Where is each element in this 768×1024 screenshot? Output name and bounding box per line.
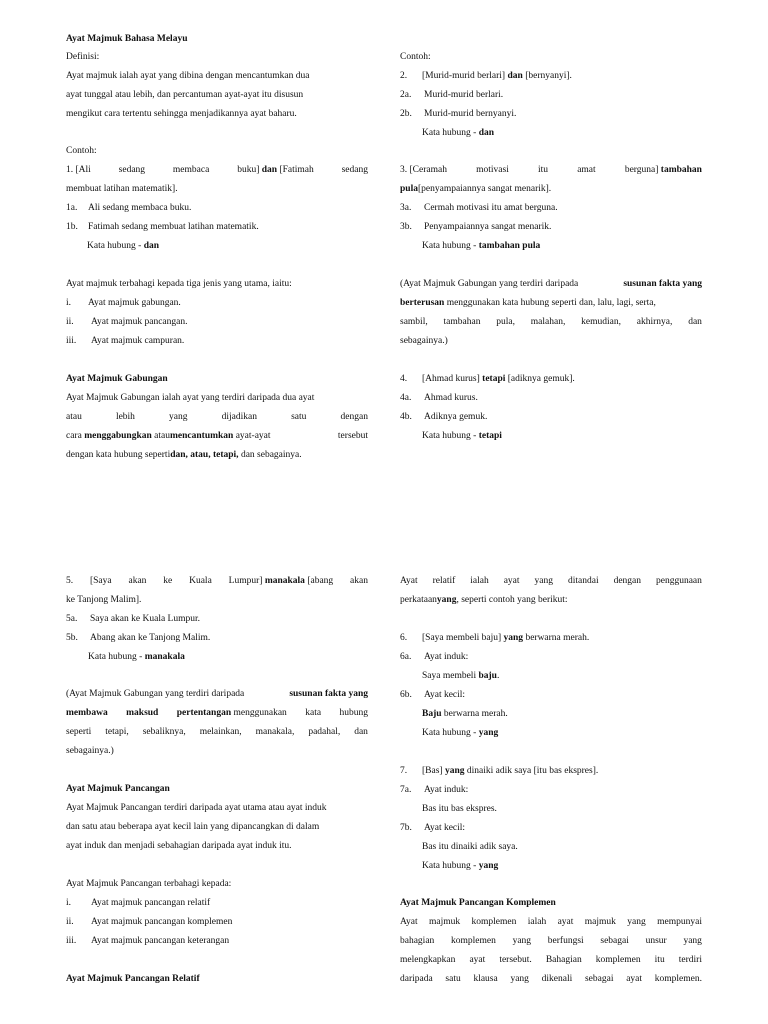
example-line: ke Tanjong Malim]. (66, 595, 142, 605)
example-line: 2. [Murid-murid berlari] dan [bernyanyi]. (400, 71, 572, 81)
paragraph-line: dan satu atau beberapa ayat kecil lain yang dipancangkan di dalam (66, 822, 320, 832)
example-item: 5a. Saya akan ke Kuala Lumpur. (66, 614, 201, 624)
conjunction-line: Kata hubung - dan (422, 128, 495, 138)
note-line: membawa maksud pertentangan menggunakan kata hubung (66, 708, 368, 718)
example-line: 3. [Ceramah motivasi itu amat berguna] tambahan (400, 165, 702, 175)
example-sentence: Baju berwarna merah. (422, 709, 508, 719)
note-line: sambil, tambahan pula, malahan, kemudian, akhirnya, dan (400, 317, 702, 327)
example-line: 1. [Ali sedang membaca buku] dan [Fatimah sedang (66, 165, 368, 175)
paragraph-line: atau lebih yang dijadikan satu dengan (66, 412, 368, 422)
list-item: iii. Ayat majmuk campuran. (66, 336, 185, 346)
example-item: 3b. Penyampaiannya sangat menarik. (400, 222, 552, 232)
paragraph-line: Ayat majmuk komplemen ialah ayat majmuk yang mempunyai (400, 917, 702, 927)
section-heading: Ayat Majmuk Pancangan Komplemen (400, 898, 556, 908)
conjunction-line: Kata hubung - yang (422, 861, 499, 871)
paragraph-line: cara menggabungkan ataumencantumkan ayat-ayat tersebut (66, 431, 368, 441)
conjunction-line: Kata hubung - tetapi (422, 431, 502, 441)
list-item: i. Ayat majmuk gabungan. (66, 298, 181, 308)
example-label: Contoh: (400, 52, 431, 62)
example-item: 7b. Ayat kecil: (400, 823, 466, 833)
example-line: membuat latihan matematik]. (66, 184, 178, 194)
example-line: 7. [Bas] yang dinaiki adik saya [itu bas ekspres]. (400, 766, 599, 776)
example-item: 1a. Ali sedang membaca buku. (66, 203, 192, 213)
list-item: ii. Ayat majmuk pancangan komplemen (66, 917, 233, 927)
note-line: sebagainya.) (66, 746, 114, 756)
example-item: 2a. Murid-murid berlari. (400, 90, 504, 100)
example-sentence: Bas itu bas ekspres. (422, 804, 497, 814)
document-title: Ayat Majmuk Bahasa Melayu (66, 34, 188, 44)
conjunction-line: Kata hubung - manakala (88, 652, 185, 662)
definition-line: Ayat majmuk ialah ayat yang dibina dengan mencantumkan dua (66, 71, 310, 81)
note-line: (Ayat Majmuk Gabungan yang terdiri daripada susunan fakta yang (66, 689, 368, 699)
example-sentence: Saya membeli baju. (422, 671, 500, 681)
example-line: 5. [Saya akan ke Kuala Lumpur] manakala [abang akan (66, 576, 368, 586)
section-heading: Ayat Majmuk Gabungan (66, 374, 168, 384)
example-line: pula[penyampaiannya sangat menarik]. (400, 184, 552, 194)
note-line: berterusan menggunakan kata hubung seperti dan, lalu, lagi, serta, (400, 298, 656, 308)
example-item: 6b. Ayat kecil: (400, 690, 466, 700)
paragraph-line: Ayat relatif ialah ayat yang ditandai dengan penggunaan (400, 576, 702, 586)
paragraph-line: bahagian komplemen yang berfungsi sebagai unsur yang (400, 936, 702, 946)
example-sentence: Bas itu dinaiki adik saya. (422, 842, 518, 852)
definition-line: mengikut cara tertentu sehingga menjadikannya ayat baharu. (66, 109, 297, 119)
example-line: 4. [Ahmad kurus] tetapi [adiknya gemuk]. (400, 374, 575, 384)
paragraph-line: Ayat Majmuk Pancangan terbahagi kepada: (66, 879, 232, 889)
example-label: Contoh: (66, 146, 97, 156)
example-line: 6. [Saya membeli baju] yang berwarna merah. (400, 633, 590, 643)
note-line: seperti tetapi, sebaliknya, melainkan, manakala, padahal, dan (66, 727, 368, 737)
example-item: 2b. Murid-murid bernyanyi. (400, 109, 517, 119)
paragraph-line: perkataanyang, seperti contoh yang berikut: (400, 595, 568, 605)
paragraph-line: Ayat Majmuk Pancangan terdiri daripada ayat utama atau ayat induk (66, 803, 327, 813)
example-item: 4b. Adiknya gemuk. (400, 412, 488, 422)
example-item: 7a. Ayat induk: (400, 785, 469, 795)
paragraph-line: dengan kata hubung sepertidan, atau, tetapi, dan sebagainya. (66, 450, 302, 460)
example-item: 4a. Ahmad kurus. (400, 393, 478, 403)
section-heading: Ayat Majmuk Pancangan Relatif (66, 974, 200, 984)
types-intro: Ayat majmuk terbahagi kepada tiga jenis yang utama, iaitu: (66, 279, 292, 289)
conjunction-line: Kata hubung - yang (422, 728, 499, 738)
list-item: i. Ayat majmuk pancangan relatif (66, 898, 211, 908)
list-item: ii. Ayat majmuk pancangan. (66, 317, 188, 327)
conjunction-line: Kata hubung - tambahan pula (422, 241, 541, 251)
paragraph-line: daripada satu klausa yang dikenali sebagai ayat komplemen. (400, 974, 702, 984)
example-item: 5b. Abang akan ke Tanjong Malim. (66, 633, 211, 643)
list-item: iii. Ayat majmuk pancangan keterangan (66, 936, 230, 946)
definition-label: Definisi: (66, 52, 100, 62)
section-heading: Ayat Majmuk Pancangan (66, 784, 170, 794)
definition-line: ayat tunggal atau lebih, dan percantuman ayat-ayat itu disusun (66, 90, 304, 100)
paragraph-line: melengkapkan ayat tersebut. Bahagian komplemen itu terdiri (400, 955, 702, 965)
paragraph-line: Ayat Majmuk Gabungan ialah ayat yang terdiri daripada dua ayat (66, 393, 315, 403)
example-item: 1b. Fatimah sedang membuat latihan matematik. (66, 222, 259, 232)
conjunction-line: Kata hubung - dan (87, 241, 160, 251)
example-item: 3a. Cermah motivasi itu amat berguna. (400, 203, 558, 213)
note-line: (Ayat Majmuk Gabungan yang terdiri daripada susunan fakta yang (400, 279, 702, 289)
paragraph-line: ayat induk dan menjadi sebahagian daripada ayat induk itu. (66, 841, 292, 851)
example-item: 6a. Ayat induk: (400, 652, 469, 662)
note-line: sebagainya.) (400, 336, 448, 346)
